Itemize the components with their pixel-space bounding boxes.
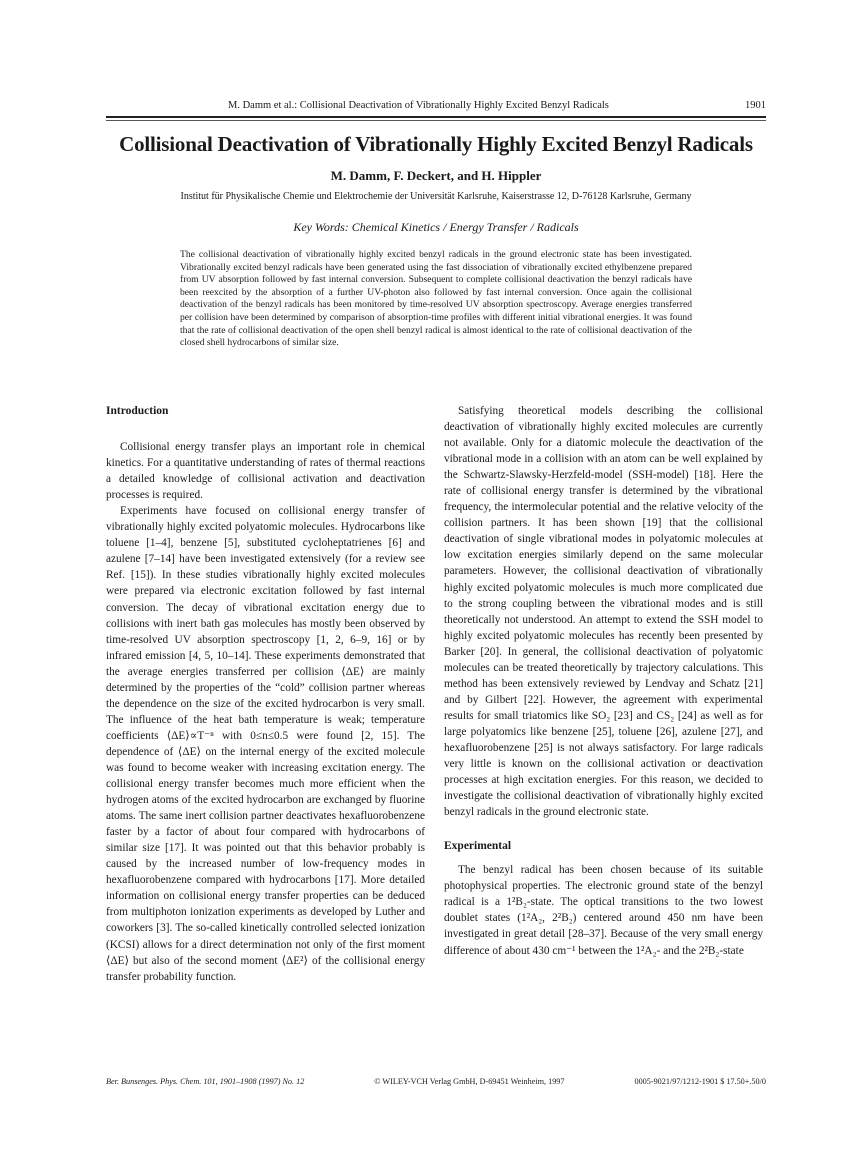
- paragraph: Collisional energy transfer plays an important role in chemical kinetics. For a quantitative understanding of rates of thermal reactions a detailed knowledge of collisional activation and deactivation processes is required.: [106, 441, 425, 502]
- running-head-title: M. Damm et al.: Collisional Deactivation of Vibrationally Highly Excited Benzyl Radicals: [228, 100, 609, 111]
- page-footer: [106, 1077, 766, 1086]
- section-heading-introduction: Introduction: [106, 405, 169, 417]
- header-rule-thick: [106, 116, 766, 118]
- paragraph: Satisfying theoretical models describing the collisional deactivation of vibrationally highly excited molecules are currently not available. Only for a diatomic molecule the deactivation of the vibrational mode in a collision with an atom can be well explained by the Schwartz-Slawsky-Herzfeld-model (SSH-model) [18]. Here the rate of collisional energy transfer is determined by the vibrational frequency, the intermolecular potential and the relative velocity of the collision partners. It has been shown [19] that the collisional deactivation of single vibrational modes in polyatomic molecules at low excitation energies similarly depend on the same molecular parameters. However, the collisional deactivation of vibrationally highly excited polyatomic molecules is much more complicated due to the strong coupling between the vibrational modes and is still theoretically not understood. An attempt to extend the SSH model to highly excited polyatomic molecules has recently been presented by Barker [20]. In general, the collisional deactivation of polyatomic molecules can be treated theoretically by trajectory calculations. This method has been extensively reviewed by Lendvay and Schatz [21] and by Gilbert [22]. However, the agreement with experimental results for small triatomics like SO₂ [23] and CS₂ [24] as well as for large polyatomics like benzene [25], toluene [26], azulene [27], and hexafluorobenzene [25] is not always satisfactory. For large radicals very little is known on the collisional activation or deactivation processes at high excitation energies. For this reason, we decided to investigate the collisional deactivation of vibrationally highly excited benzyl radicals in the ground electronic state.: [444, 405, 763, 819]
- keywords: Key Words: Chemical Kinetics / Energy Transfer / Radicals: [293, 220, 579, 234]
- left-column: [106, 403, 425, 985]
- right-column: [444, 403, 763, 959]
- footer-journal: Ber. Bunsenges. Phys. Chem. 101, 1901–1908 (1997) No. 12: [106, 1077, 305, 1086]
- paragraph: Experiments have focused on collisional energy transfer of vibrationally highly excited polyatomic molecules. Hydrocarbons like toluene [1–4], benzene [5], substituted cycloheptatrienes [6] and azulene [7–14] have been investigated extensively (for a review see Ref. [15]). In these studies vibrationally highly excited molecules were prepared via electronic excitation followed by fast internal conversion. The decay of vibrational excitation energy due to collisions with inert bath gas molecules has mostly been observed by time-resolved UV absorption spectroscopy [1, 2, 6–9, 16] or by infrared emission [4, 5, 10–14]. These experiments demonstrated that the average energies transferred per collision ⟨ΔE⟩ are mainly determined by the properties of the “cold” collision partner whereas the dependence on the size of the excited hydrocarbon is very small. The influence of the heat bath temperature is weak; temperature coefficients ⟨ΔE⟩∝T⁻ⁿ with 0≤n≤0.5 were found [2, 15]. The dependence of ⟨ΔE⟩ on the internal energy of the excited molecule was found to become weaker with increasing excitation energy. The collisional energy transfer becomes much more efficient when the hydrogen atoms of the excited hydrocarbon are exchanged by fluorine atoms. The same inert collision partner deactivates hexafluorobenzene faster by a factor of about four compared with hydrocarbons of similar size [17]. It was pointed out that this behavior probably is caused by the increased number of low-frequency modes in hexafluorobenzene compared with hydrocarbons [17]. More detailed information on collisional energy transfer properties can be deduced from multiphoton ionization experiments as developed by Luther and coworkers [3]. The so-called kinetically controlled selected ionization (KCSI) allows for a direct determination not only of the first moment ⟨ΔE⟩ but also of the second moment ⟨ΔE²⟩ of the collisional energy transfer probability function.: [106, 505, 425, 983]
- abstract: The collisional deactivation of vibrationally highly excited benzyl radicals in the ground electronic state has been investigated. Vibrationally excited benzyl radicals have been generated using the fast dissociation of vibrationally excited ethylbenzene prepared from UV absorption followed by fast internal conversion. Subsequent to complete collisional deactivation the benzyl radicals have been reexcited by the absorption of a further UV-photon also followed by fast internal conversion. Once again the collisional deactivation of the benzyl radicals has been monitored by time-resolved UV absorption spectroscopy. Average energies transferred per collision have been determined by comparison of absorption-time profiles with different initial vibrational energies. It was found that the rate of collisional deactivation of the open shell benzyl radical is almost identical to the rate of collisional deactivation of the closed shell hydrocarbons of similar size.: [180, 249, 692, 349]
- section-heading-experimental: Experimental: [444, 840, 512, 853]
- footer-publisher: © WILEY-VCH Verlag GmbH, D-69451 Weinheim, 1997: [374, 1077, 565, 1086]
- affiliation: Institut für Physikalische Chemie und Elektrochemie der Universität Karlsruhe, Kaiserstrasse 12, D-76128 Karlsruhe, Germany: [180, 191, 692, 202]
- page-number: 1901: [745, 100, 766, 111]
- header-rule-thin: [106, 120, 766, 121]
- article-title: Collisional Deactivation of Vibrationally Highly Excited Benzyl Radicals: [119, 132, 753, 156]
- footer-code: 0005-9021/97/1212-1901 $ 17.50+.50/0: [634, 1077, 766, 1086]
- author-list: M. Damm, F. Deckert, and H. Hippler: [330, 168, 542, 183]
- paragraph: The benzyl radical has been chosen because of its suitable photophysical properties. The electronic ground state of the benzyl radical is a 1²B₂-state. The optical transitions to the two lowest doublet states (1²A₂, 2²B₂) centered around 450 nm have been investigated in great detail [28–37]. Because of the very small energy difference of about 430 cm⁻¹ between the 1²A₂- and the 2²B₂-state: [444, 864, 763, 957]
